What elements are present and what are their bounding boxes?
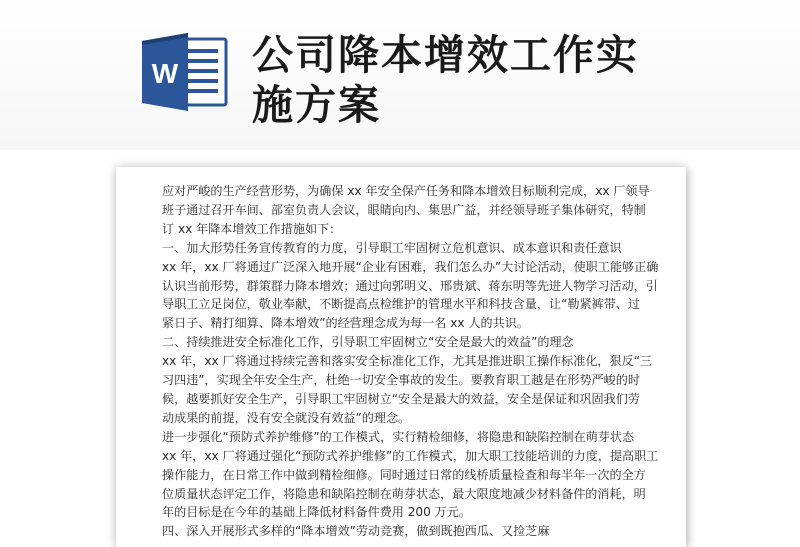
- section-heading: 进一步强化“预防式养护维修”的工作模式，实行精检细修，将隐患和缺陷控制在萌芽状态: [162, 429, 635, 444]
- title-line-2: 施方案: [252, 81, 381, 129]
- doc-line: xx 年，xx 厂将通过广泛深入地开展“企业有困难，我们怎么办”大讨论活动，使职工能够正确: [162, 259, 659, 274]
- word-document-icon: [142, 33, 228, 111]
- doc-line: 班子通过召开车间、部室负责人会议，眼睛向内、集思广益，并经领导班子集体研究，特制: [162, 202, 646, 217]
- doc-line: xx 年，xx 厂将通过持续完善和落实安全标准化工作，尤其是推进职工操作标准化，狠反“三: [162, 354, 653, 369]
- doc-line: 认识当前形势，群策群力降本增效；通过向郭明义、邢贵斌、蒋东明等先进人物学习活动，引: [162, 278, 658, 293]
- doc-line: 动成果的前提，没有安全就没有效益”的理念。: [162, 410, 411, 425]
- doc-line: 候，越要抓好安全生产，引导职工牢固树立“安全是最大的效益，安全是保证和巩固我们劳: [162, 391, 640, 406]
- doc-line: 操作能力，在日常工作中做到精检细修。同时通过日常的线桥质量检查和每半年一次的全方: [162, 467, 646, 482]
- doc-line: 订 xx 年降本增效工作措施如下：: [162, 221, 342, 236]
- header-banner: [0, 0, 800, 150]
- document-body: [162, 182, 659, 541]
- word-icon-letter: W: [151, 58, 179, 89]
- page-title: [252, 30, 722, 130]
- section-heading: 一、加大形势任务宣传教育的力度，引导职工牢固树立危机意识、成本意识和责任意识: [162, 240, 622, 255]
- section-heading: 二、持续推进安全标准化工作，引导职工牢固树立“安全是最大的效益”的理念: [162, 335, 574, 350]
- doc-line: 位质量状态评定工作，将隐患和缺陷控制在萌芽状态，最大限度地减少材料备件的消耗，明: [162, 486, 646, 501]
- section-heading: 四、深入开展形式多样的“降本增效”劳动竞赛，做到既抱西瓜、又捡芝麻: [162, 524, 550, 539]
- doc-line: 紧日子、精打细算、降本增效”的经营理念成为每一名 xx 人的共识。: [162, 316, 529, 331]
- doc-line: 导职工立足岗位，敬业奉献，不断提高点检维护的管理水平和科技含量，让“勒紧裤带、过: [162, 297, 640, 312]
- title-line-1: 公司降本增效工作实: [252, 31, 639, 79]
- doc-line: 应对严峻的生产经营形势，为确保 xx 年安全保产任务和降本增效目标顺利完成，xx 厂领导: [162, 184, 650, 198]
- doc-line: 习四违”，实现全年安全生产，杜绝一切安全事故的发生。要教育职工越是在形势严峻的时: [162, 373, 640, 388]
- doc-line: 年的目标是在今年的基础上降低材料备件费用 200 万元。: [162, 505, 471, 520]
- doc-line: xx 年，xx 厂将通过强化“预防式养护维修”的工作模式，加大职工技能培训的力度，提高职工: [162, 448, 659, 463]
